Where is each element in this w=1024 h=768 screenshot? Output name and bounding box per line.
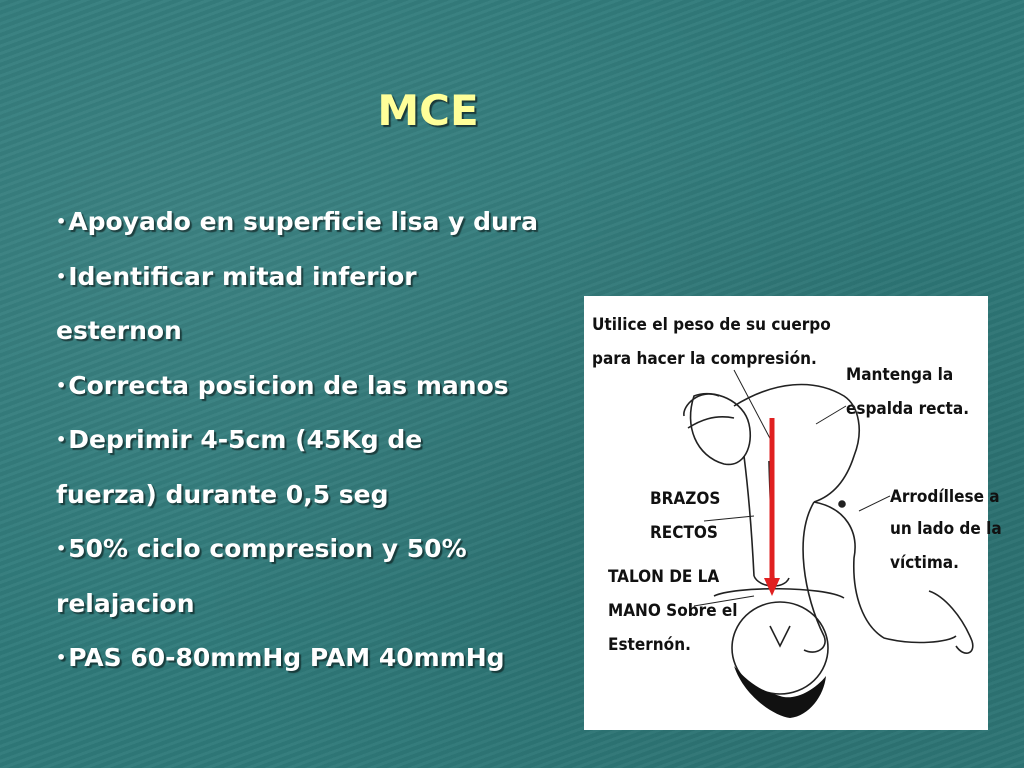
continuation-line (56, 481, 576, 536)
slide-title: MCE (377, 86, 479, 135)
bullet-line (56, 372, 576, 427)
bullet-text: esternon (56, 316, 182, 345)
bullet-text: Correcta posicion de las manos (68, 370, 509, 400)
bullet-line (56, 644, 576, 699)
bullet-dot: • (56, 375, 67, 395)
bullet-text: fuerza) durante 0,5 seg (56, 479, 389, 509)
label-arms-1: BRAZOS (650, 489, 721, 509)
bullet-dot: • (56, 266, 67, 286)
bullet-text: 50% ciclo compresion y 50% (68, 534, 467, 563)
cpr-illustration (584, 296, 1002, 730)
compression-arrow (764, 418, 780, 596)
label-back-2: espalda recta. (846, 399, 970, 419)
label-weight-1: Utilice el peso de su cuerpo (592, 315, 831, 335)
bullet-line (56, 208, 576, 263)
bullet-dot: • (56, 212, 67, 231)
bullet-dot: • (56, 430, 67, 449)
bullet-dot: • (56, 648, 67, 667)
continuation-line (56, 590, 576, 645)
label-heel-3: Esternón. (608, 635, 691, 655)
label-heel-1: TALON DE LA (608, 567, 720, 587)
bullet-text: Apoyado en superficie lisa y dura (68, 207, 538, 236)
label-arms-2: RECTOS (650, 523, 718, 543)
bullet-line (56, 535, 576, 590)
bullet-text: PAS 60-80mmHg PAM 40mmHg (68, 643, 505, 672)
label-kneel-1: Arrodíllese a (890, 487, 1000, 507)
label-back-1: Mantenga la (846, 365, 954, 385)
bullet-line (56, 426, 576, 481)
bullet-text: relajacion (56, 588, 195, 618)
label-weight-2: para hacer la compresión. (592, 349, 817, 369)
cpr-drawing (584, 296, 1002, 730)
bullet-list (56, 208, 576, 699)
label-kneel-2: un lado de la (890, 519, 1002, 539)
bullet-line (56, 263, 576, 318)
label-kneel-3: víctima. (890, 553, 959, 573)
label-heel-2: MANO Sobre el (608, 601, 738, 621)
bullet-text: Identificar mitad inferior (68, 261, 417, 291)
bullet-dot: • (56, 539, 67, 558)
continuation-line (56, 317, 576, 372)
bullet-text: Deprimir 4-5cm (45Kg de (68, 425, 423, 454)
